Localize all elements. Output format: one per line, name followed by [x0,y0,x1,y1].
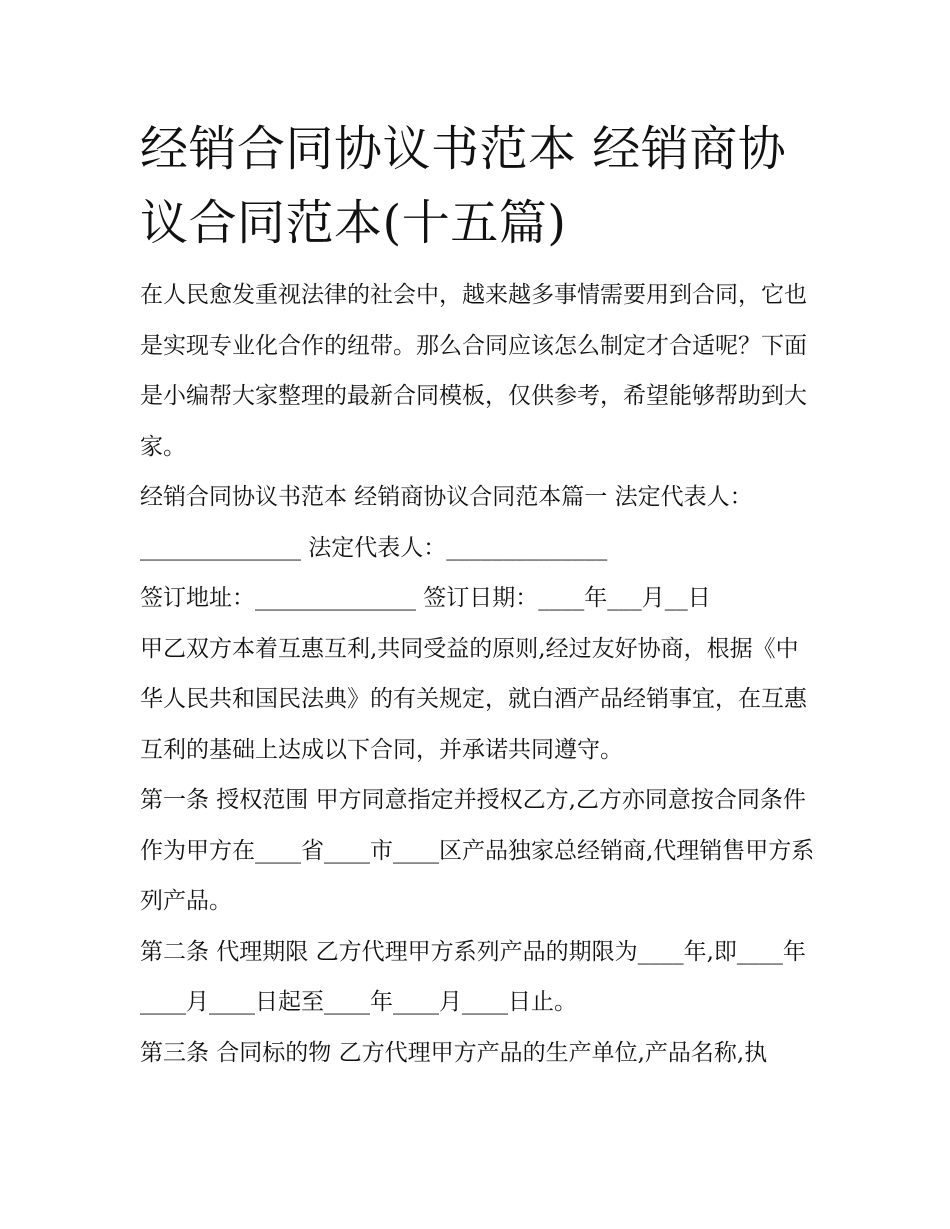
article-2-paragraph: 第二条 代理期限 乙方代理甲方系列产品的期限为____年,即____年____月____日起至____年____月____日止。 [140,938,806,1015]
intro-paragraph: 在人民愈发重视法律的社会中，越来越多事情需要用到合同，它也是实现专业化合作的纽带。那么合同应该怎么制定才合适呢？下面是小编帮大家整理的最新合同模板，仅供参考，希望能够帮助到大家。 [140,282,807,460]
article-1-paragraph: 第一条 授权范围 甲方同意指定并授权乙方,乙方亦同意按合同条件作为甲方在____省____市____区产品独家总经销商,代理销售甲方系列产品。 [140,787,815,914]
article-3-paragraph: 第三条 合同标的物 乙方代理甲方产品的生产单位,产品名称,执 [140,1039,768,1066]
signing-info-line: 签订地址：______________ 签订日期：____年___月__日 [140,585,711,611]
representatives-line: 经销合同协议书范本 经销商协议合同范本篇一 法定代表人：______________ 法定代表人：______________ [140,484,753,561]
document-title: 经销合同协议书范本 经销商协议合同范本(十五篇) [140,121,787,251]
preamble-paragraph: 甲乙双方本着互惠互利,共同受益的原则,经过友好协商，根据《中华人民共和国民法典》的有关规定，就白酒产品经销事宜，在互惠互利的基础上达成以下合同，并承诺共同遵守。 [140,635,807,763]
document-page [140,112,820,1078]
